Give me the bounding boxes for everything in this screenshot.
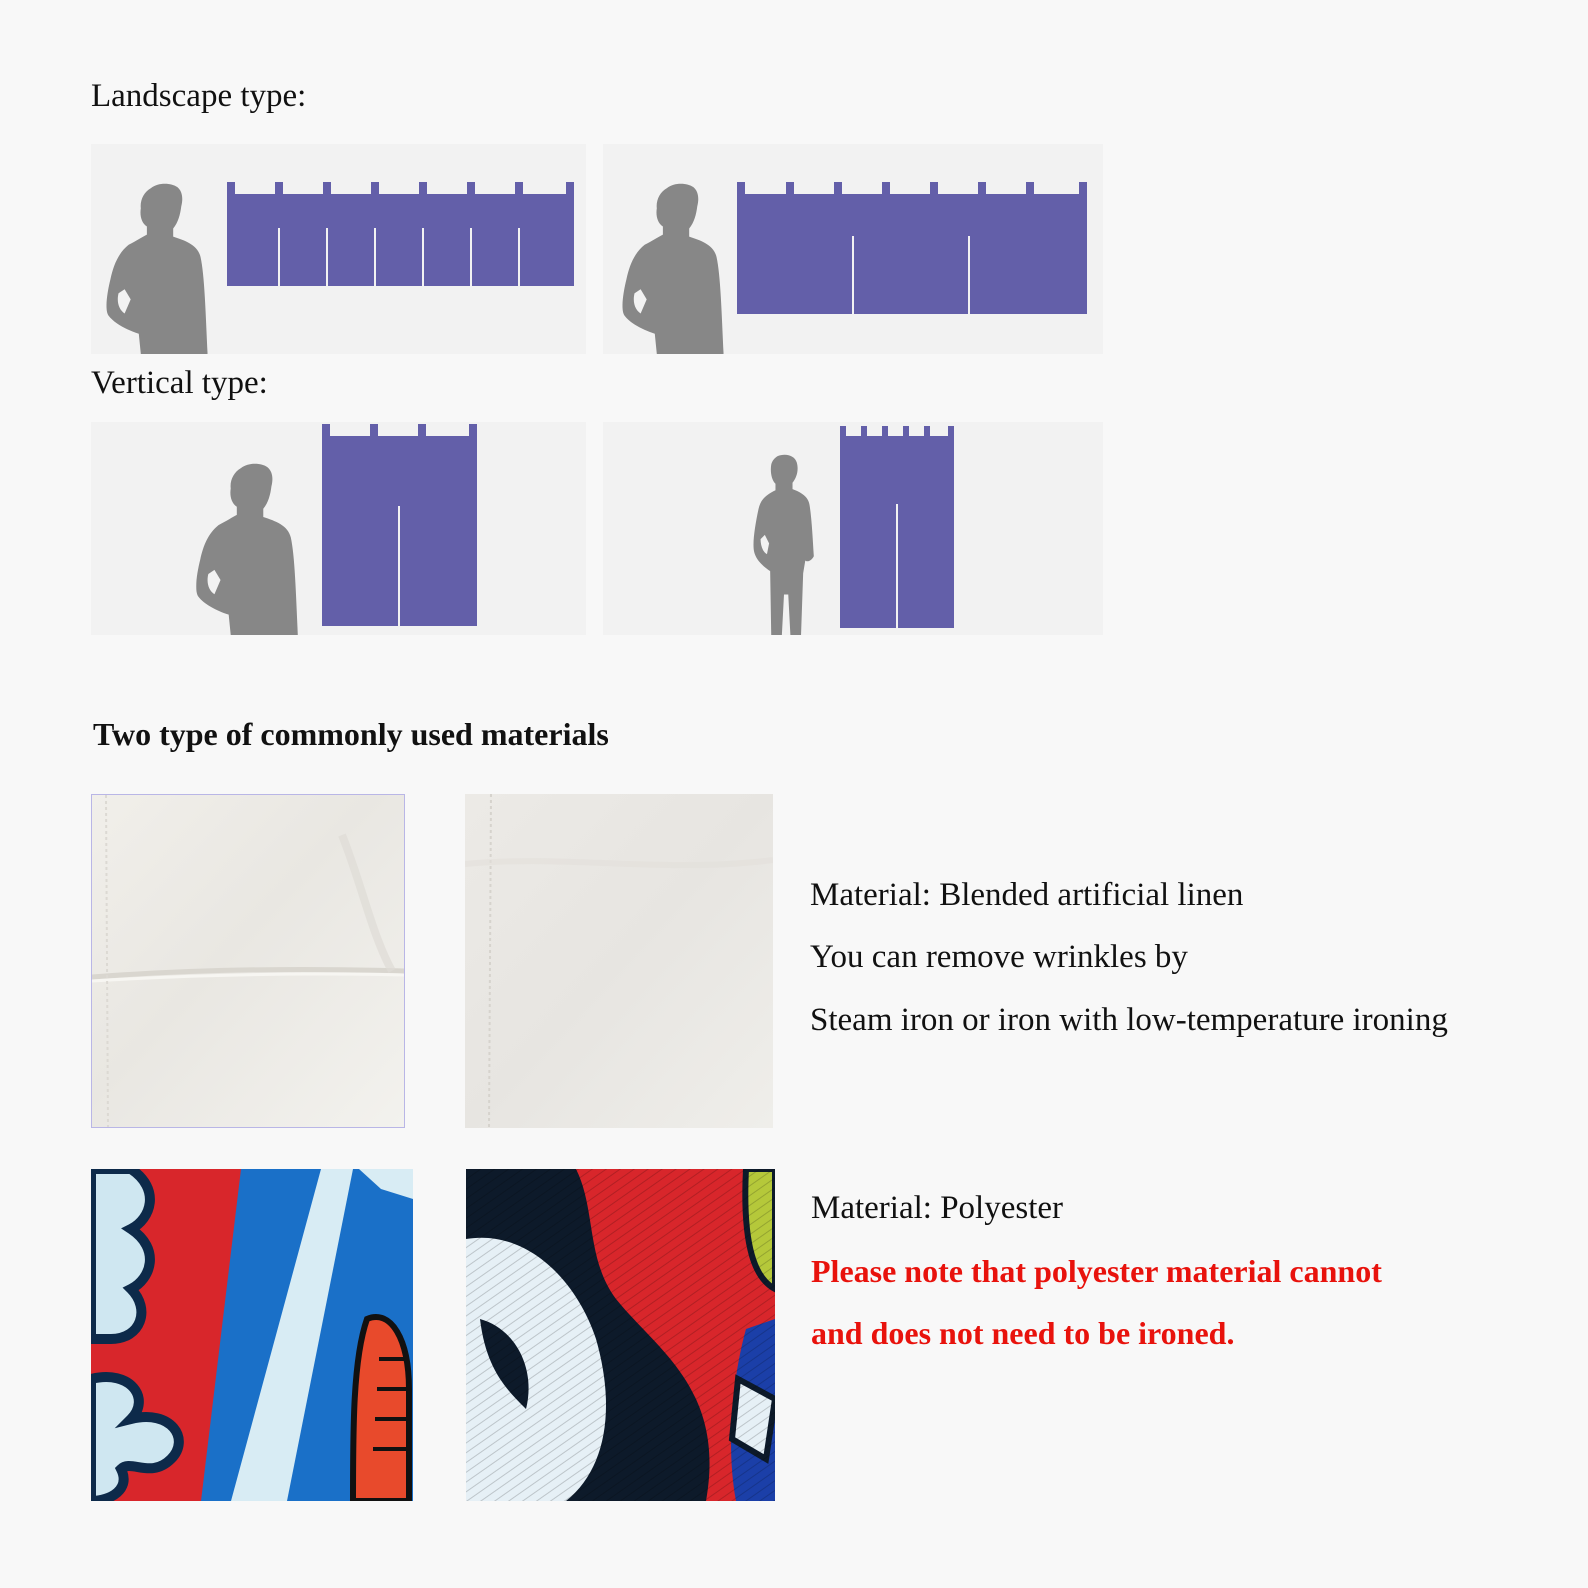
person-silhouette-icon (753, 455, 813, 635)
linen-swatch-2 (465, 794, 773, 1128)
person-silhouette-icon (622, 184, 723, 354)
person-silhouette-icon (196, 464, 298, 635)
landscape-panel-1 (91, 144, 586, 354)
polyester-swatch-1 (91, 1169, 413, 1501)
linen-material-line: Material: Blended artificial linen (810, 877, 1244, 913)
person-silhouette-icon (106, 184, 207, 354)
polyester-warning-line-1: Please note that polyester material cannot (811, 1253, 1382, 1289)
curtain-icon (737, 182, 1087, 314)
linen-ironing-line: Steam iron or iron with low-temperature ironing (810, 1002, 1448, 1038)
landscape-type-label: Landscape type: (91, 78, 307, 114)
polyester-warning-line-2: and does not need to be ironed. (811, 1315, 1235, 1351)
linen-wrinkle-line: You can remove wrinkles by (810, 939, 1188, 975)
landscape-panel-2 (603, 144, 1103, 354)
materials-heading: Two type of commonly used materials (93, 716, 609, 752)
vertical-type-label: Vertical type: (91, 365, 268, 401)
polyester-material-line: Material: Polyester (811, 1190, 1064, 1226)
polyester-swatch-2 (466, 1169, 775, 1501)
linen-swatch-1 (91, 794, 405, 1128)
vertical-panel-2 (603, 422, 1103, 635)
vertical-panel-1 (91, 422, 586, 635)
